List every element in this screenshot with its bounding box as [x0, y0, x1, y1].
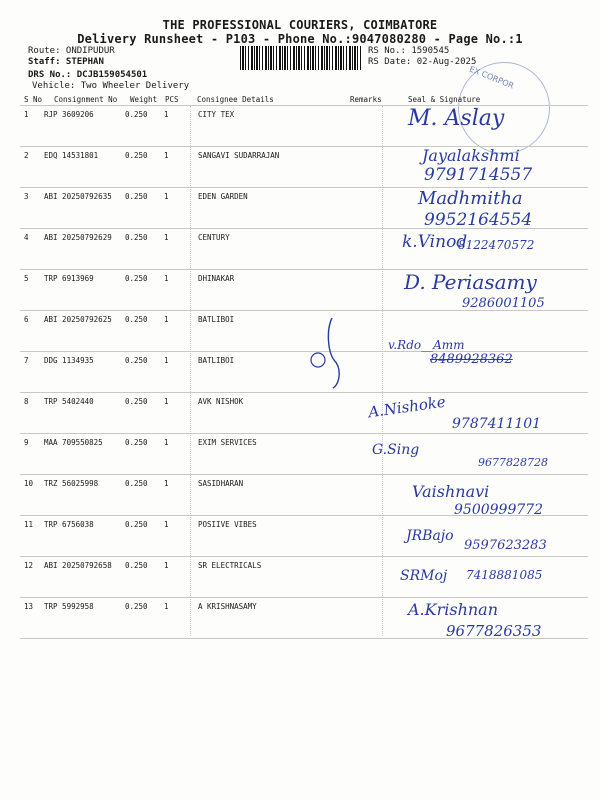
cell-consignee: SASIDHARAN	[198, 479, 244, 488]
cell-sno: 12	[24, 561, 34, 570]
handwritten-phone-10: 7418881085	[466, 568, 543, 582]
vehicle-label: Vehicle: Two Wheeler Delivery	[32, 81, 190, 91]
cell-consignee: EXIM SERVICES	[198, 438, 257, 447]
cell-consignee: CITY TEX	[198, 110, 235, 119]
signature-8: A.Nishoke	[367, 392, 447, 422]
cell-consignee: DHINAKAR	[198, 274, 235, 283]
cell-pcs: 1	[164, 274, 169, 283]
cell-sno: 4	[24, 233, 29, 242]
col-consignee: Consignee Details	[197, 95, 274, 104]
cell-weight: 0.250	[125, 192, 148, 201]
cell-consignment: MAA 709550825	[44, 438, 103, 447]
signature-4: k.Vinod	[402, 232, 468, 252]
signature-7: v.Rdo__Amm	[388, 338, 465, 352]
cell-weight: 0.250	[125, 561, 148, 570]
cell-pcs: 1	[164, 561, 169, 570]
cell-weight: 0.250	[125, 110, 148, 119]
cell-weight: 0.250	[125, 356, 148, 365]
cell-consignment: ABI 20250792658	[44, 561, 112, 570]
signature-10: Vaishnavi	[412, 482, 490, 501]
cell-pcs: 1	[164, 602, 169, 611]
cell-weight: 0.250	[125, 151, 148, 160]
cell-sno: 10	[24, 479, 34, 488]
drs-number: DRS No.: DCJB159054501	[28, 70, 148, 80]
cell-consignment: RJP 3609206	[44, 110, 94, 119]
cell-consignment: DDG 1134935	[44, 356, 94, 365]
rs-number: RS No.: 1590545	[368, 46, 450, 56]
col-consignment: Consignment No	[54, 95, 118, 104]
signature-1: M. Aslay	[408, 106, 505, 131]
cell-consignee: EDEN GARDEN	[198, 192, 248, 201]
cell-pcs: 1	[164, 520, 169, 529]
handwritten-phone-6: 9787411101	[452, 416, 542, 432]
cell-weight: 0.250	[125, 520, 148, 529]
cell-sno: 11	[24, 520, 34, 529]
cell-consignment: TRP 5402440	[44, 397, 94, 406]
signature-9: G.Sing	[372, 442, 420, 458]
cell-pcs: 1	[164, 397, 169, 406]
signature-3: Madhmitha	[418, 188, 523, 209]
cell-pcs: 1	[164, 192, 169, 201]
cell-consignment: TRZ 56025998	[44, 479, 99, 488]
cell-pcs: 1	[164, 356, 169, 365]
cell-consignee: BATLIBOI	[198, 356, 235, 365]
cell-sno: 6	[24, 315, 29, 324]
col-signature: Seal & Signature	[408, 95, 481, 104]
col-pcs: PCS	[165, 95, 179, 104]
cell-consignee: POSIIVE VIBES	[198, 520, 257, 529]
route-label: Route: ONDIPUDUR	[28, 46, 115, 56]
signature-13: A.Krishnan	[408, 600, 499, 619]
col-remarks: Remarks	[350, 95, 382, 104]
cell-consignee: BATLIBOI	[198, 315, 235, 324]
handwritten-phone-4: 9286001105	[462, 296, 545, 311]
seal-text: EX CORPOR	[468, 64, 516, 91]
cell-consignment: TRP 5992958	[44, 602, 94, 611]
cell-pcs: 1	[164, 438, 169, 447]
signature-11: JRBajo	[406, 528, 454, 544]
cell-pcs: 1	[164, 479, 169, 488]
cell-sno: 8	[24, 397, 29, 406]
cell-consignment: TRP 6756038	[44, 520, 94, 529]
cell-weight: 0.250	[125, 438, 148, 447]
handwritten-phone-2: 9952164554	[424, 210, 533, 230]
col-sno: S No	[24, 95, 43, 104]
cell-sno: 7	[24, 356, 29, 365]
cell-consignment: ABI 20250792629	[44, 233, 112, 242]
cell-consignment: TRP 6913969	[44, 274, 94, 283]
handwritten-phone-8: 9500999772	[454, 502, 544, 518]
cell-sno: 1	[24, 110, 29, 119]
cell-weight: 0.250	[125, 602, 148, 611]
handwritten-phone-9: 9597623283	[464, 538, 547, 553]
cell-consignee: CENTURY	[198, 233, 230, 242]
rs-date: RS Date: 02-Aug-2025	[368, 57, 477, 67]
handwritten-phone-1: 9791714557	[424, 165, 533, 185]
cell-weight: 0.250	[125, 233, 148, 242]
signature-12: SRMoj	[400, 568, 448, 584]
cell-pcs: 1	[164, 110, 169, 119]
company-title: THE PROFESSIONAL COURIERS, COIMBATORE	[162, 18, 438, 32]
cell-weight: 0.250	[125, 479, 148, 488]
cell-consignee: A KRISHNASAMY	[198, 602, 257, 611]
cell-consignment: ABI 20250792635	[44, 192, 112, 201]
cell-consignment: EDQ 14531801	[44, 151, 99, 160]
signature-2: Jayalakshmi	[422, 146, 520, 165]
cell-weight: 0.250	[125, 274, 148, 283]
cell-pcs: 1	[164, 315, 169, 324]
runsheet-subtitle: Delivery Runsheet - P103 - Phone No.:9047080280 - Page No.:1	[77, 32, 523, 46]
staff-label: Staff: STEPHAN	[28, 57, 104, 67]
cell-sno: 3	[24, 192, 29, 201]
cell-pcs: 1	[164, 233, 169, 242]
cell-consignment: ABI 20250792625	[44, 315, 112, 324]
cell-weight: 0.250	[125, 315, 148, 324]
handwritten-phone-5: 8489928362	[430, 352, 513, 367]
cell-consignee: AVK NISHOK	[198, 397, 244, 406]
cell-sno: 5	[24, 274, 29, 283]
cell-weight: 0.250	[125, 397, 148, 406]
cell-sno: 2	[24, 151, 29, 160]
handwritten-phone-11: 9677826353	[446, 622, 542, 640]
cell-sno: 9	[24, 438, 29, 447]
cell-consignee: SANGAVI SUDARRAJAN	[198, 151, 280, 160]
signature-5: D. Periasamy	[404, 270, 537, 294]
cell-sno: 13	[24, 602, 34, 611]
handwritten-phone-3: 8122470572	[458, 238, 535, 252]
handwritten-phone-7: 9677828728	[478, 456, 548, 469]
cell-consignee: SR ELECTRICALS	[198, 561, 262, 570]
cell-pcs: 1	[164, 151, 169, 160]
col-weight: Weight	[130, 95, 158, 104]
